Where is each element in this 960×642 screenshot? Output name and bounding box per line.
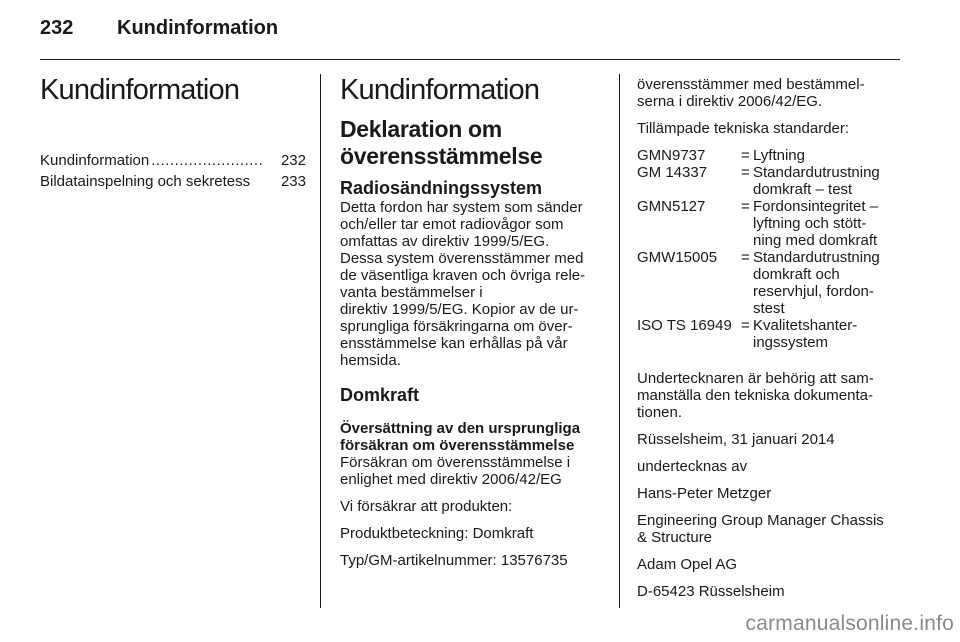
directive-paragraph <box>340 454 602 488</box>
standard-row <box>637 147 902 164</box>
declaration-heading <box>340 116 602 170</box>
text-line: Försäkran om överensstämmelse i <box>340 454 571 471</box>
standard-row <box>637 164 902 198</box>
standard-equals: = <box>741 249 750 266</box>
section-title: Kundinformation <box>340 74 540 106</box>
toc-entry-page: 232 <box>280 152 306 169</box>
header-rule <box>40 59 900 60</box>
text-line: och/eller tar emot radiovågor som <box>340 216 564 233</box>
standard-row <box>637 249 902 317</box>
conformity-paragraph <box>637 76 902 110</box>
chapter-title: Kundinformation <box>40 74 240 106</box>
authorization-paragraph <box>637 370 902 421</box>
column-divider-2 <box>619 74 620 608</box>
declaration-heading-line: överensstämmelse <box>340 143 543 169</box>
standard-description: Fordonsintegritet – lyftning och stött- ning med domkraft <box>753 198 879 249</box>
text-line: Undertecknaren är behörig att sam- <box>637 370 874 387</box>
text-line: enlighet med direktiv 2006/42/EG <box>340 471 562 488</box>
signatory-role <box>637 512 902 546</box>
assurance-paragraph: Vi försäkrar att produkten: <box>340 498 513 515</box>
standard-code: GMW15005 <box>637 249 718 266</box>
standard-description: Lyftning <box>753 147 805 164</box>
standard-code: ISO TS 16949 <box>637 317 732 334</box>
column-toc <box>40 72 306 192</box>
text-line: hemsida. <box>340 352 401 369</box>
text-line: de väsentliga kraven och övriga rele- <box>340 267 586 284</box>
running-header-title: Kundinformation <box>117 17 279 39</box>
radio-systems-paragraph <box>340 199 602 369</box>
standard-equals: = <box>741 317 750 334</box>
toc-entry[interactable] <box>40 171 306 192</box>
standards-label: Tillämpade tekniska standarder: <box>637 120 850 137</box>
standard-row <box>637 317 902 351</box>
text-line: Dessa system överensstämmer med <box>340 250 584 267</box>
column-divider-1 <box>320 74 321 608</box>
table-of-contents <box>40 150 306 192</box>
toc-leader-dots: ........................ <box>151 152 264 169</box>
standard-code: GM 14337 <box>637 164 708 181</box>
standards-list <box>637 147 902 351</box>
standard-description: Standardutrustning domkraft – test <box>753 164 880 198</box>
toc-leader-dots <box>252 171 279 192</box>
text-line: Detta fordon har system som sänder <box>340 199 583 216</box>
column-standards <box>637 76 902 600</box>
signed-by-label: undertecknas av <box>637 458 748 475</box>
standard-row <box>637 198 902 249</box>
translation-heading <box>340 420 602 454</box>
text-line: ensstämmelse kan erhållas på vår <box>340 335 568 352</box>
company-address: D-65423 Rüsselsheim <box>637 583 785 600</box>
page-number: 232 <box>40 17 74 39</box>
toc-entry-text: Kundinformation <box>40 152 150 169</box>
text-line: försäkran om överensstämmelse <box>340 437 575 454</box>
standard-code: GMN9737 <box>637 147 706 164</box>
declaration-heading-line: Deklaration om <box>340 116 502 142</box>
toc-entry[interactable] <box>40 150 306 171</box>
text-line: Översättning av den ursprungliga <box>340 420 581 437</box>
text-line: Engineering Group Manager Chassis <box>637 512 884 529</box>
company-name: Adam Opel AG <box>637 556 738 573</box>
text-line: serna i direktiv 2006/42/EG. <box>637 93 823 110</box>
jack-heading: Domkraft <box>340 385 420 405</box>
standard-equals: = <box>741 147 750 164</box>
text-line: vanta bestämmelser i <box>340 284 483 301</box>
standard-description: Kvalitetshanter- ingssystem <box>753 317 858 351</box>
text-line: & Structure <box>637 529 713 546</box>
signatory-name: Hans-Peter Metzger <box>637 485 772 502</box>
standard-equals: = <box>741 164 750 181</box>
text-line: tionen. <box>637 404 683 421</box>
product-name: Produktbeteckning: Domkraft <box>340 525 534 542</box>
watermark-text: carmanualsonline.info <box>745 612 954 635</box>
text-line: omfattas av direktiv 1999/5/EG. <box>340 233 550 250</box>
toc-entry-text: Bildatainspelning och sekretess <box>40 173 251 190</box>
standard-code: GMN5127 <box>637 198 706 215</box>
text-line: sprungliga försäkringarna om över- <box>340 318 573 335</box>
part-number: Typ/GM-artikelnummer: 13576735 <box>340 552 568 569</box>
standard-description: Standardutrustning domkraft och reservhjul, fordon- stest <box>753 249 880 317</box>
text-line: manställa den tekniska dokumenta- <box>637 387 873 404</box>
column-declaration <box>340 72 602 569</box>
text-line: överensstämmer med bestämmel- <box>637 76 865 93</box>
text-line: direktiv 1999/5/EG. Kopior av de ur- <box>340 301 579 318</box>
standard-equals: = <box>741 198 750 215</box>
radio-systems-heading: Radiosändningssystem <box>340 178 543 198</box>
toc-entry-page: 233 <box>280 173 306 190</box>
place-and-date: Rüsselsheim, 31 januari 2014 <box>637 431 835 448</box>
